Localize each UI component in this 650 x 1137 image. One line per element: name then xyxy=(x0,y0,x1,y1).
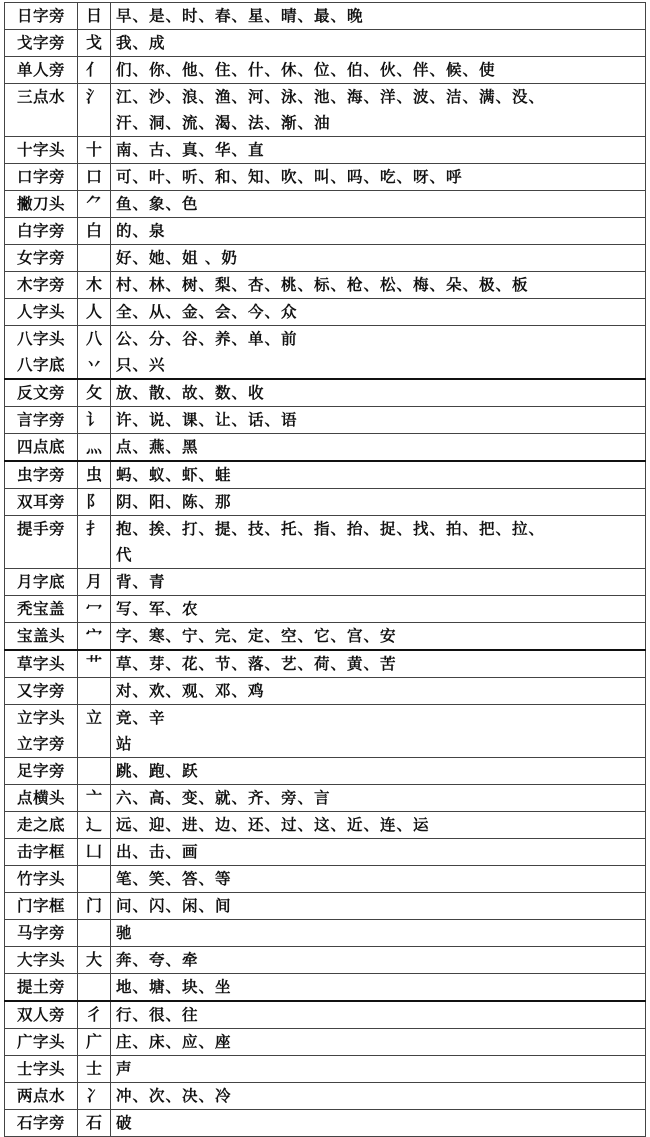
radical-glyph-text: 攵 xyxy=(85,383,102,402)
radical-glyph-cell xyxy=(78,623,111,651)
radical-glyph-text: 广 xyxy=(85,1032,102,1051)
radical-name-text: 口字旁 xyxy=(16,167,65,186)
radical-row xyxy=(5,839,646,866)
example-chars-cell xyxy=(111,1056,646,1083)
example-chars-cell xyxy=(111,299,646,326)
radical-name-cell xyxy=(5,299,78,326)
radical-glyph-cell xyxy=(78,758,111,785)
radical-name-text: 足字旁 xyxy=(16,761,65,780)
radical-glyph-cell xyxy=(78,785,111,812)
example-chars-cell xyxy=(111,326,646,380)
radical-name-text: 女字旁 xyxy=(16,248,65,267)
radical-glyph-cell xyxy=(78,516,111,569)
radical-name-cell xyxy=(5,920,78,947)
radical-glyph-cell xyxy=(78,1001,111,1029)
example-chars-text: 字、寒、宁、完、定、空、它、宫、安 xyxy=(116,626,397,645)
example-chars-text: 背、青 xyxy=(116,572,166,591)
radical-glyph-cell xyxy=(78,299,111,326)
radical-name-cell xyxy=(5,137,78,164)
radical-row xyxy=(5,785,646,812)
example-chars-cell xyxy=(111,218,646,245)
radical-name-cell xyxy=(5,1110,78,1137)
radical-glyph-text: 辶 xyxy=(85,815,102,834)
example-chars-cell xyxy=(111,191,646,218)
example-chars-text: 远、迎、进、边、还、过、这、近、连、运 xyxy=(116,815,430,834)
radical-name-text: 草字头 xyxy=(16,654,65,673)
radical-name-cell xyxy=(5,245,78,272)
radical-glyph-text xyxy=(78,731,110,757)
radical-name-text: 双人旁 xyxy=(16,1005,65,1024)
radical-glyph-text: 亻 xyxy=(85,60,102,79)
example-chars-cell xyxy=(111,569,646,596)
radical-glyph-cell xyxy=(78,1110,111,1137)
radical-glyph-cell xyxy=(78,407,111,434)
example-chars-text: 只、兴 xyxy=(116,355,166,374)
radical-glyph-text xyxy=(78,678,110,704)
example-chars-cell xyxy=(111,245,646,272)
radical-name-cell xyxy=(5,461,78,489)
radical-name-cell xyxy=(5,164,78,191)
radical-name-cell xyxy=(5,650,78,678)
radical-glyph-cell xyxy=(78,272,111,299)
example-chars-text: 许、说、课、让、话、语 xyxy=(116,410,298,429)
radical-name-text: 白字旁 xyxy=(16,221,65,240)
radical-row xyxy=(5,1110,646,1137)
radical-name-text: 立字旁 xyxy=(16,734,65,753)
example-chars-cell xyxy=(111,272,646,299)
example-chars-cell xyxy=(111,407,646,434)
radical-row xyxy=(5,218,646,245)
example-chars-text: 抱、挨、打、提、技、托、指、抬、捉、找、拍、把、拉、 xyxy=(116,519,546,538)
radical-name-cell xyxy=(5,1001,78,1029)
radical-name-cell xyxy=(5,1083,78,1110)
radical-glyph-cell xyxy=(78,947,111,974)
radical-row xyxy=(5,758,646,785)
radical-glyph-cell xyxy=(78,866,111,893)
example-chars-text: 们、你、他、住、什、休、位、伯、伙、伴、候、使 xyxy=(116,60,496,79)
radical-glyph-text xyxy=(78,542,110,568)
radical-glyph-cell xyxy=(78,839,111,866)
radical-glyph-text: 讠 xyxy=(85,410,102,429)
example-chars-cell xyxy=(111,623,646,651)
radical-name-text: 两点水 xyxy=(16,1086,65,1105)
radical-glyph-text: 艹 xyxy=(85,654,102,673)
example-chars-cell xyxy=(111,137,646,164)
example-chars-cell xyxy=(111,3,646,30)
radical-glyph-text: 士 xyxy=(85,1059,102,1078)
example-chars-text: 南、古、真、华、直 xyxy=(116,140,265,159)
example-chars-cell xyxy=(111,920,646,947)
radical-row xyxy=(5,569,646,596)
radical-row xyxy=(5,137,646,164)
radical-name-text: 撇刀头 xyxy=(16,194,65,213)
example-chars-text: 出、击、画 xyxy=(116,842,199,861)
radical-row xyxy=(5,596,646,623)
radical-glyph-text: 立 xyxy=(85,708,102,727)
radical-glyph-text: 日 xyxy=(85,6,102,25)
example-chars-cell xyxy=(111,1029,646,1056)
radical-glyph-text: 丷 xyxy=(85,355,102,374)
radical-name-text: 三点水 xyxy=(16,87,65,106)
radical-name-cell xyxy=(5,3,78,30)
radical-glyph-text: 月 xyxy=(85,572,102,591)
example-chars-cell xyxy=(111,84,646,137)
radical-glyph-cell xyxy=(78,164,111,191)
example-chars-cell xyxy=(111,650,646,678)
radical-glyph-text: 白 xyxy=(85,221,102,240)
example-chars-text: 竞、辛 xyxy=(116,708,166,727)
radical-row xyxy=(5,812,646,839)
radical-name-text: 又字旁 xyxy=(16,681,65,700)
example-chars-cell xyxy=(111,1001,646,1029)
example-chars-cell xyxy=(111,947,646,974)
radical-name-cell xyxy=(5,30,78,57)
example-chars-cell xyxy=(111,164,646,191)
radical-glyph-text: 彳 xyxy=(85,1005,102,1024)
radical-glyph-text: 灬 xyxy=(85,437,102,456)
radical-name-text: 士字头 xyxy=(16,1059,65,1078)
example-chars-text: 早、是、时、春、星、晴、最、晚 xyxy=(116,6,364,25)
radical-glyph-text: 十 xyxy=(85,140,102,159)
radical-row xyxy=(5,299,646,326)
radical-glyph-cell xyxy=(78,434,111,462)
radical-name-text: 日字旁 xyxy=(16,6,65,25)
example-chars-cell xyxy=(111,839,646,866)
example-chars-text: 写、军、农 xyxy=(116,599,199,618)
radical-glyph-cell xyxy=(78,1029,111,1056)
radical-glyph-cell xyxy=(78,84,111,137)
radical-name-text: 走之底 xyxy=(16,815,65,834)
example-chars-text: 站 xyxy=(116,734,133,753)
radical-row xyxy=(5,866,646,893)
example-chars-cell xyxy=(111,812,646,839)
example-chars-text: 公、分、谷、养、单、前 xyxy=(116,329,298,348)
example-chars-text: 代 xyxy=(116,545,133,564)
radical-row xyxy=(5,326,646,380)
radical-name-cell xyxy=(5,407,78,434)
radical-name-cell xyxy=(5,57,78,84)
example-chars-text: 问、闪、闲、间 xyxy=(116,896,232,915)
radical-glyph-cell xyxy=(78,137,111,164)
radical-row xyxy=(5,1056,646,1083)
example-chars-text: 草、芽、花、节、落、艺、荷、黄、苦 xyxy=(116,654,397,673)
radical-name-text: 虫字旁 xyxy=(16,465,65,484)
radical-glyph-text: 戈 xyxy=(85,33,102,52)
example-chars-text: 可、叶、听、和、知、吹、叫、吗、吃、呀、呼 xyxy=(116,167,463,186)
example-chars-text: 阴、阳、陈、那 xyxy=(116,492,232,511)
radical-glyph-text xyxy=(78,110,110,136)
radical-row xyxy=(5,489,646,516)
example-chars-cell xyxy=(111,866,646,893)
radical-name-text: 广字头 xyxy=(16,1032,65,1051)
radical-name-cell xyxy=(5,516,78,569)
radical-glyph-cell xyxy=(78,1056,111,1083)
radical-glyph-text: ⺈ xyxy=(85,194,102,213)
example-chars-cell xyxy=(111,1110,646,1137)
example-chars-text: 汗、洞、流、渴、法、渐、油 xyxy=(116,113,331,132)
radical-glyph-cell xyxy=(78,569,111,596)
radical-row xyxy=(5,893,646,920)
example-chars-cell xyxy=(111,30,646,57)
radical-glyph-cell xyxy=(78,920,111,947)
radical-name-cell xyxy=(5,218,78,245)
radical-name-text: 反文旁 xyxy=(16,383,65,402)
radical-name-text: 双耳旁 xyxy=(16,492,65,511)
example-chars-text: 行、很、往 xyxy=(116,1005,199,1024)
radical-name-text: 立字头 xyxy=(16,708,65,727)
radical-name-text: 竹字头 xyxy=(16,869,65,888)
example-chars-text: 我、成 xyxy=(116,33,166,52)
radical-row xyxy=(5,1029,646,1056)
radical-name-text: 提土旁 xyxy=(16,977,65,996)
radical-glyph-text: 虫 xyxy=(85,465,102,484)
radical-name-text: 人字头 xyxy=(16,302,65,321)
radical-row xyxy=(5,30,646,57)
radical-name-cell xyxy=(5,893,78,920)
example-chars-cell xyxy=(111,516,646,569)
radical-row xyxy=(5,191,646,218)
example-chars-cell xyxy=(111,785,646,812)
radical-name-cell xyxy=(5,326,78,380)
example-chars-cell xyxy=(111,1083,646,1110)
radical-name-text xyxy=(7,542,75,568)
radical-row xyxy=(5,164,646,191)
example-chars-cell xyxy=(111,379,646,407)
radical-name-cell xyxy=(5,974,78,1002)
radical-glyph-cell xyxy=(78,218,111,245)
radical-name-cell xyxy=(5,84,78,137)
radical-glyph-cell xyxy=(78,245,111,272)
radical-row xyxy=(5,379,646,407)
example-chars-cell xyxy=(111,974,646,1002)
radical-name-text: 宝盖头 xyxy=(16,626,65,645)
radical-glyph-cell xyxy=(78,1083,111,1110)
example-chars-text: 的、泉 xyxy=(116,221,166,240)
radical-name-text: 击字框 xyxy=(16,842,65,861)
radical-name-text: 八字底 xyxy=(16,355,65,374)
radical-name-cell xyxy=(5,812,78,839)
example-chars-text: 驰 xyxy=(116,923,133,942)
example-chars-text: 破 xyxy=(116,1113,133,1132)
radical-row xyxy=(5,272,646,299)
example-chars-text: 笔、笑、答、等 xyxy=(116,869,232,888)
radical-row xyxy=(5,57,646,84)
radical-glyph-cell xyxy=(78,461,111,489)
radical-row xyxy=(5,947,646,974)
radical-name-cell xyxy=(5,489,78,516)
radical-name-text: 秃宝盖 xyxy=(16,599,65,618)
radical-glyph-cell xyxy=(78,705,111,758)
radical-name-text: 提手旁 xyxy=(16,519,65,538)
radical-row xyxy=(5,3,646,30)
radical-glyph-cell xyxy=(78,191,111,218)
radical-glyph-text: 人 xyxy=(85,302,102,321)
radical-glyph-text: 扌 xyxy=(85,519,102,538)
radical-row xyxy=(5,974,646,1002)
radical-row xyxy=(5,245,646,272)
radical-glyph-cell xyxy=(78,596,111,623)
radical-glyph-text: 宀 xyxy=(85,626,102,645)
radical-row xyxy=(5,1083,646,1110)
radical-row xyxy=(5,705,646,758)
radical-row xyxy=(5,623,646,651)
example-chars-text: 地、塘、块、坐 xyxy=(116,977,232,996)
example-chars-cell xyxy=(111,705,646,758)
example-chars-text: 奔、夸、牵 xyxy=(116,950,199,969)
example-chars-text: 冲、次、决、冷 xyxy=(116,1086,232,1105)
radical-row xyxy=(5,678,646,705)
radical-glyph-text xyxy=(78,974,110,1000)
radical-glyph-text: 阝 xyxy=(85,492,102,511)
radical-glyph-cell xyxy=(78,812,111,839)
radical-glyph-cell xyxy=(78,379,111,407)
example-chars-text: 放、散、故、数、收 xyxy=(116,383,265,402)
example-chars-text: 跳、跑、跃 xyxy=(116,761,199,780)
example-chars-cell xyxy=(111,57,646,84)
example-chars-text: 好、她、姐 、奶 xyxy=(116,248,238,267)
radical-name-text: 点横头 xyxy=(16,788,65,807)
radical-name-cell xyxy=(5,866,78,893)
radical-glyph-text: 凵 xyxy=(85,842,102,861)
radical-glyph-text xyxy=(78,758,110,784)
example-chars-text: 村、林、树、梨、杏、桃、标、枪、松、梅、朵、极、板 xyxy=(116,275,529,294)
radical-glyph-text: 亠 xyxy=(85,788,102,807)
radical-glyph-text: 木 xyxy=(85,275,102,294)
radical-name-cell xyxy=(5,191,78,218)
radical-name-cell xyxy=(5,947,78,974)
radical-glyph-cell xyxy=(78,489,111,516)
example-chars-cell xyxy=(111,596,646,623)
radical-row xyxy=(5,461,646,489)
example-chars-text: 声 xyxy=(116,1059,133,1078)
radical-name-text: 大字头 xyxy=(16,950,65,969)
radical-glyph-text: 门 xyxy=(85,896,102,915)
radical-row xyxy=(5,434,646,462)
radical-name-cell xyxy=(5,705,78,758)
radical-name-cell xyxy=(5,569,78,596)
radical-glyph-text: 石 xyxy=(85,1113,102,1132)
radical-name-text: 月字底 xyxy=(16,572,65,591)
radical-name-text: 言字旁 xyxy=(16,410,65,429)
example-chars-text: 庄、床、应、座 xyxy=(116,1032,232,1051)
radical-glyph-text: 口 xyxy=(85,167,102,186)
example-chars-cell xyxy=(111,461,646,489)
radical-glyph-cell xyxy=(78,3,111,30)
radical-glyph-text: 冫 xyxy=(85,1086,102,1105)
radical-glyph-cell xyxy=(78,974,111,1002)
example-chars-text: 鱼、象、色 xyxy=(116,194,199,213)
radical-glyph-cell xyxy=(78,678,111,705)
radicals-table-body xyxy=(5,3,646,1137)
radical-name-text: 四点底 xyxy=(16,437,65,456)
example-chars-text: 全、从、金、会、今、众 xyxy=(116,302,298,321)
example-chars-text: 六、高、变、就、齐、旁、言 xyxy=(116,788,331,807)
example-chars-cell xyxy=(111,434,646,462)
radicals-table xyxy=(4,2,646,1137)
radical-name-cell xyxy=(5,434,78,462)
radical-glyph-cell xyxy=(78,30,111,57)
radical-name-cell xyxy=(5,785,78,812)
radical-glyph-text: 大 xyxy=(85,950,102,969)
radical-name-cell xyxy=(5,758,78,785)
radical-name-cell xyxy=(5,379,78,407)
radical-glyph-text: 氵 xyxy=(85,87,102,106)
radical-glyph-cell xyxy=(78,326,111,380)
radical-name-cell xyxy=(5,623,78,651)
example-chars-text: 江、沙、浪、渔、河、泳、池、海、洋、波、洁、满、没、 xyxy=(116,87,546,106)
radical-glyph-text xyxy=(78,245,110,271)
radical-name-text: 马字旁 xyxy=(16,923,65,942)
radical-row xyxy=(5,1001,646,1029)
radical-glyph-text: 八 xyxy=(85,329,102,348)
radical-row xyxy=(5,920,646,947)
example-chars-cell xyxy=(111,489,646,516)
example-chars-text: 蚂、蚁、虾、蛙 xyxy=(116,465,232,484)
radical-glyph-cell xyxy=(78,650,111,678)
example-chars-cell xyxy=(111,893,646,920)
radical-name-text: 单人旁 xyxy=(16,60,65,79)
example-chars-text: 点、燕、黑 xyxy=(116,437,199,456)
radical-name-cell xyxy=(5,1029,78,1056)
radical-name-text: 八字头 xyxy=(16,329,65,348)
radical-name-text: 门字框 xyxy=(16,896,65,915)
radical-name-text: 戈字旁 xyxy=(16,33,65,52)
radical-row xyxy=(5,407,646,434)
radical-glyph-cell xyxy=(78,57,111,84)
radical-glyph-cell xyxy=(78,893,111,920)
radical-name-cell xyxy=(5,596,78,623)
radical-row xyxy=(5,84,646,137)
radical-name-cell xyxy=(5,1056,78,1083)
example-chars-text: 对、欢、观、邓、鸡 xyxy=(116,681,265,700)
radical-name-text: 十字头 xyxy=(16,140,65,159)
radical-name-text: 木字旁 xyxy=(16,275,65,294)
radical-name-text: 石字旁 xyxy=(16,1113,65,1132)
radical-glyph-text xyxy=(78,866,110,892)
radical-name-cell xyxy=(5,678,78,705)
radical-name-text xyxy=(7,110,75,136)
example-chars-cell xyxy=(111,678,646,705)
radical-name-cell xyxy=(5,272,78,299)
radical-glyph-text: 冖 xyxy=(85,599,102,618)
example-chars-cell xyxy=(111,758,646,785)
radical-name-cell xyxy=(5,839,78,866)
radical-row xyxy=(5,650,646,678)
radical-row xyxy=(5,516,646,569)
radical-glyph-text xyxy=(78,920,110,946)
